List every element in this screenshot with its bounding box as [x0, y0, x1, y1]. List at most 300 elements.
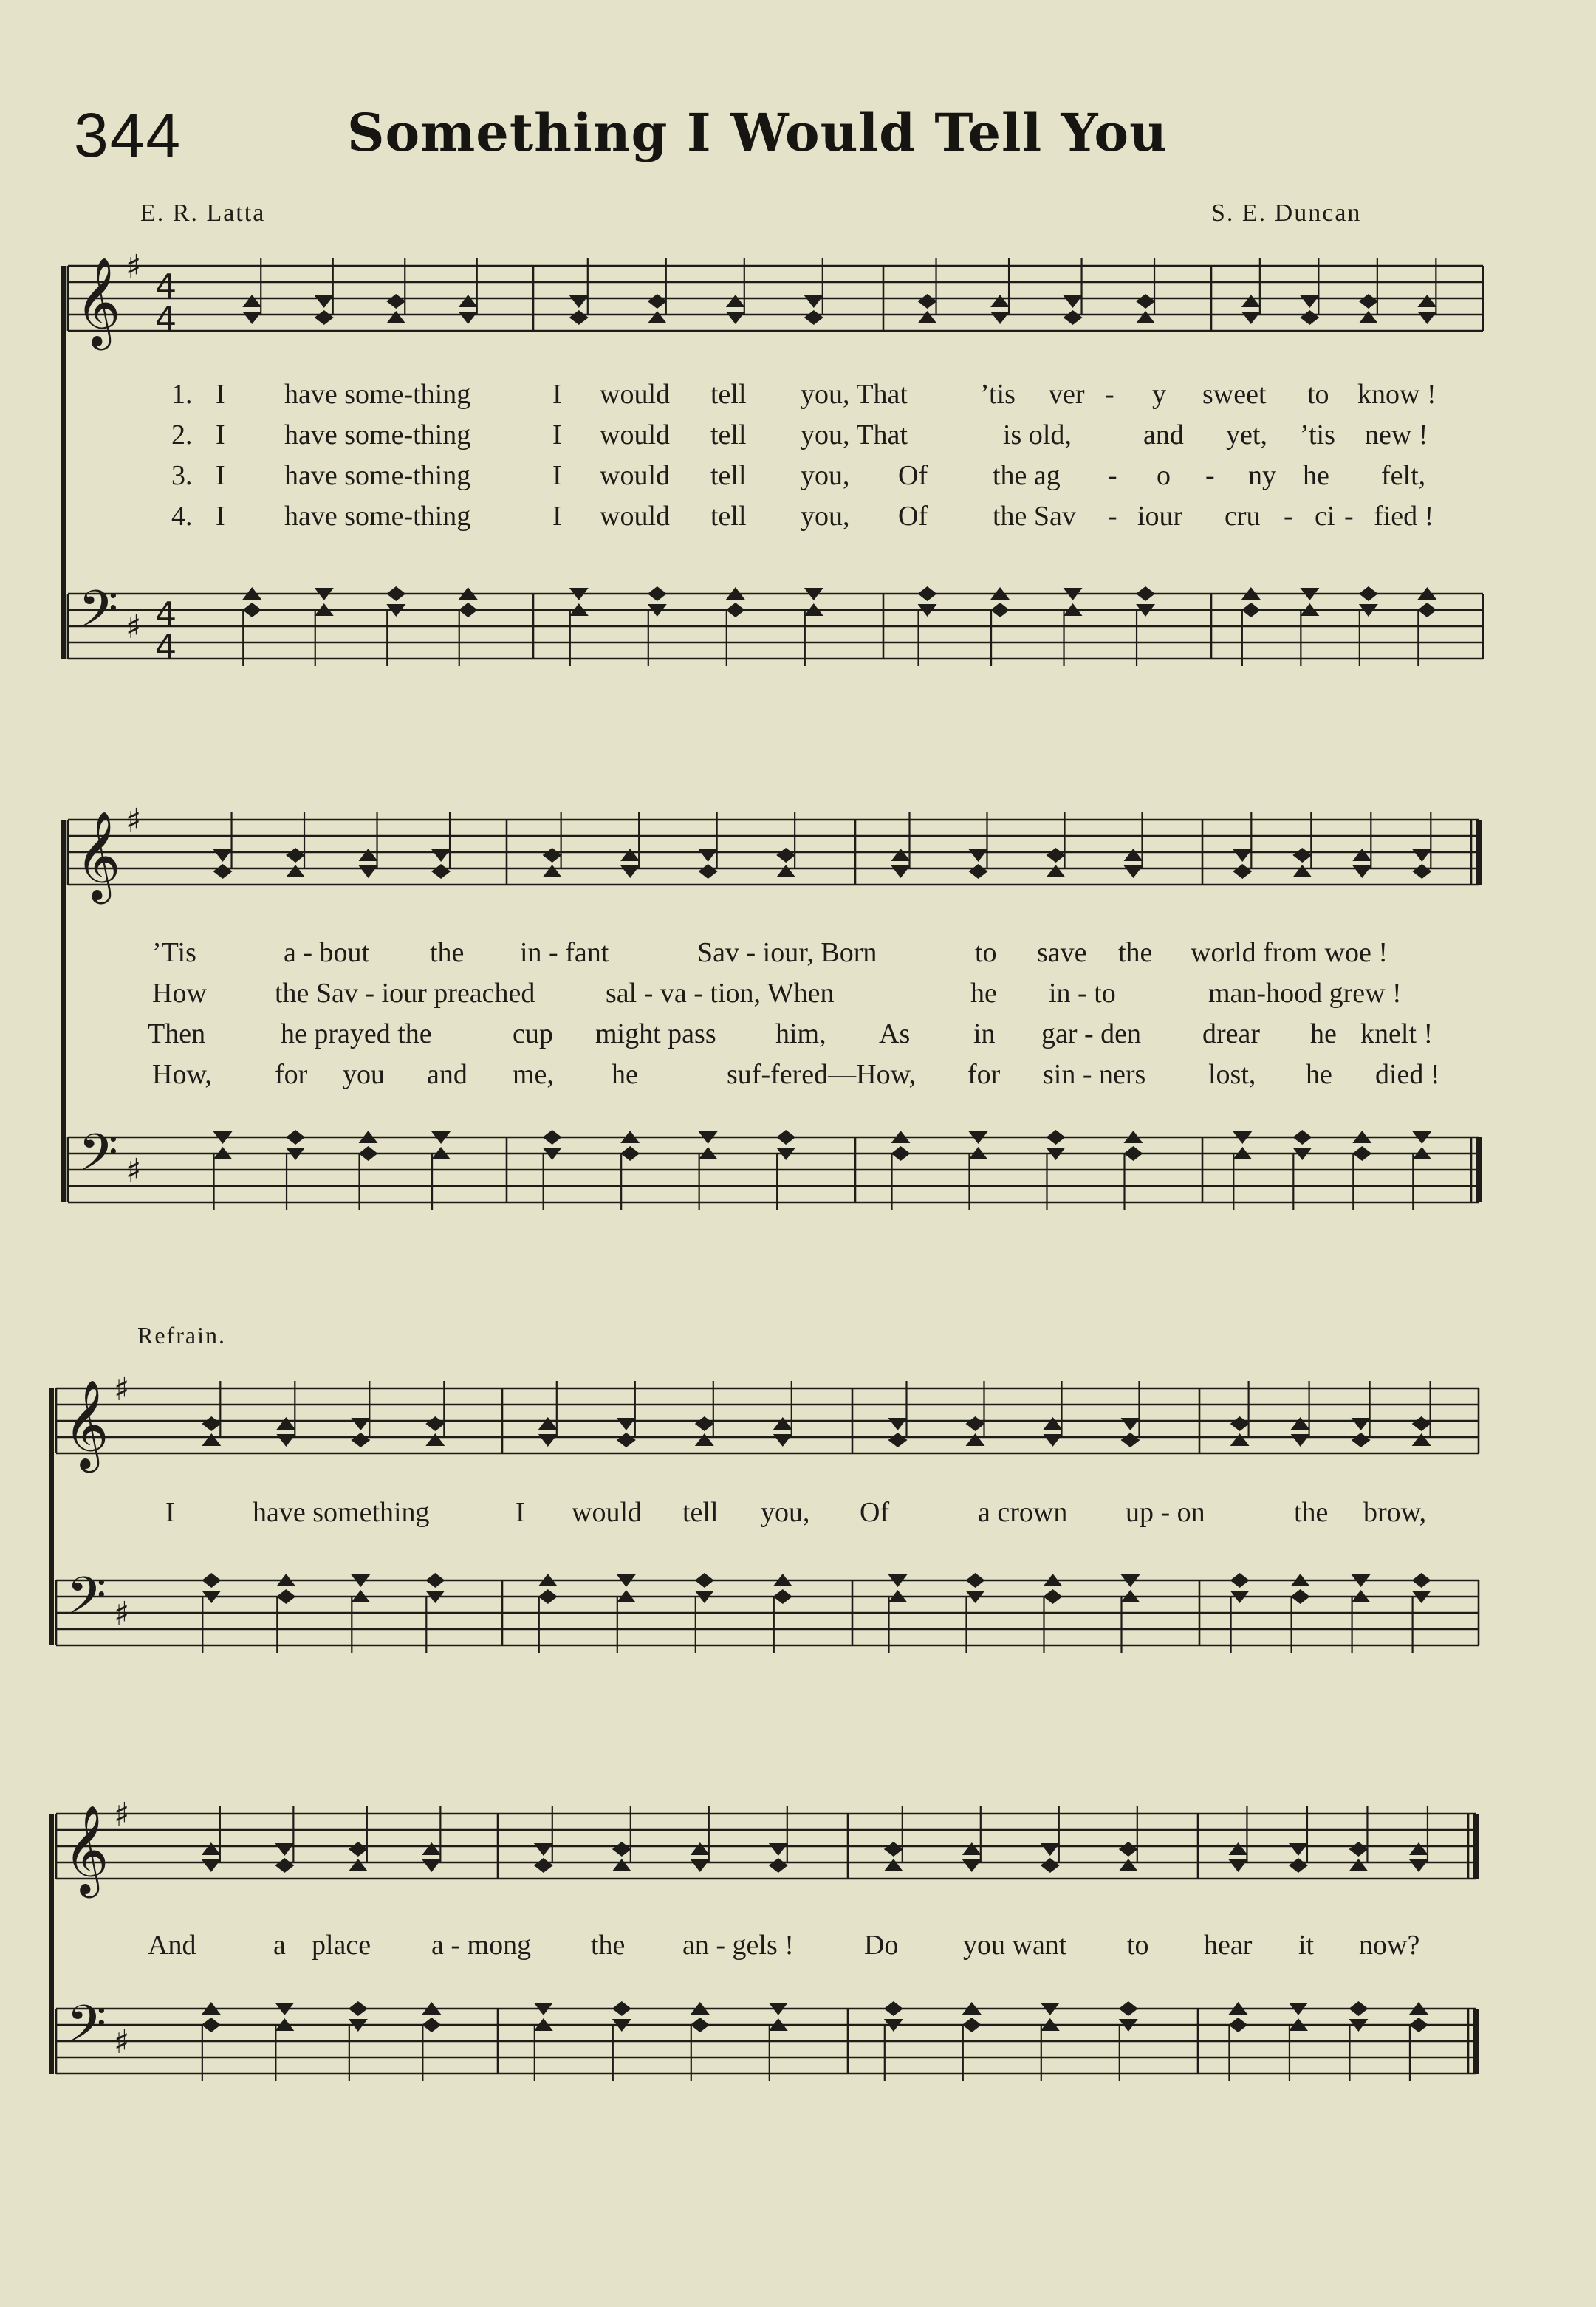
lyric: have some-thing: [284, 379, 471, 410]
lyric: brow,: [1363, 1497, 1427, 1528]
note-head: [1124, 865, 1143, 878]
note-head: [726, 312, 745, 324]
note-head: [1064, 295, 1083, 308]
note-head: [773, 1434, 792, 1447]
lyric: Of: [898, 460, 928, 491]
note-head: [543, 848, 562, 863]
lyric: How: [152, 978, 207, 1009]
note-head: [202, 1842, 221, 1855]
lyric: tell: [710, 379, 747, 410]
note-head: [569, 310, 589, 325]
lyric: place: [312, 1930, 371, 1961]
verse1-number: 1.: [171, 379, 193, 410]
lyric: I: [165, 1497, 175, 1528]
note-head: [1359, 586, 1378, 601]
note-head: [1412, 1573, 1431, 1588]
note-head: [422, 1859, 441, 1872]
note-head: [1044, 1589, 1063, 1604]
note-head: [425, 1416, 445, 1431]
note-head: [695, 1416, 714, 1431]
lyric: ’Tis: [152, 937, 196, 968]
lyric: I: [216, 460, 225, 491]
note-head: [431, 849, 451, 862]
note-head: [242, 603, 261, 617]
lyric: would: [600, 419, 670, 450]
lyric: he: [970, 978, 997, 1009]
time-signature-bottom: 4: [155, 627, 177, 667]
note-head: [1292, 865, 1312, 877]
lyric: might pass: [595, 1018, 716, 1049]
lyric: have something: [253, 1497, 430, 1528]
note-head: [617, 1433, 636, 1447]
note-head: [1230, 1573, 1250, 1588]
note-head: [202, 2018, 221, 2032]
note-head: [773, 1417, 792, 1430]
lyric: I: [552, 501, 562, 532]
note-head: [1136, 311, 1155, 323]
lyric: And: [148, 1930, 196, 1961]
lyric: I: [552, 379, 562, 410]
note-head: [459, 312, 478, 324]
note-head: [213, 864, 233, 879]
lyric: to: [975, 937, 997, 968]
note-head: [962, 1859, 982, 1872]
note-head: [776, 865, 795, 877]
lyric: cru: [1225, 501, 1261, 532]
time-signature-bottom: 4: [155, 299, 177, 339]
note-head: [691, 1842, 710, 1855]
note-head: [534, 1843, 553, 1856]
lyric: save: [1037, 937, 1087, 968]
lyric: he: [1310, 1018, 1337, 1049]
note-head: [691, 2018, 710, 2032]
note-head: [617, 1418, 636, 1430]
note-head: [1352, 1146, 1371, 1161]
lyric: -: [1105, 379, 1114, 410]
lyric: the ag: [993, 460, 1061, 491]
time-signature-top: 4: [155, 267, 177, 306]
note-head: [1412, 864, 1431, 879]
lyric: ’tis: [1300, 419, 1335, 450]
note-head: [202, 1433, 221, 1446]
lyric: ver: [1049, 379, 1085, 410]
note-head: [1289, 1858, 1308, 1873]
lyric: I: [216, 419, 225, 450]
lyric: in - to: [1049, 978, 1116, 1009]
lyric: I: [216, 501, 225, 532]
note-head: [990, 295, 1010, 307]
note-head: [776, 1130, 795, 1145]
lyric: sin - ners: [1043, 1059, 1146, 1090]
lyric: died !: [1375, 1059, 1440, 1090]
note-head: [1289, 1843, 1308, 1856]
note-head: [1359, 311, 1378, 323]
lyric: you, That: [801, 379, 908, 410]
note-head: [1417, 312, 1436, 324]
lyric: for: [275, 1059, 308, 1090]
note-head: [202, 1416, 221, 1431]
note-head: [1047, 848, 1066, 863]
note-head: [1228, 2018, 1247, 2032]
lyricist-credit: E. R. Latta: [140, 199, 266, 227]
note-head: [202, 1859, 221, 1872]
lyric: As: [879, 1018, 911, 1049]
note-head: [1136, 294, 1155, 309]
note-head: [538, 1417, 558, 1430]
note-head: [884, 1842, 903, 1857]
note-head: [918, 311, 937, 323]
sharp-icon: ♯: [126, 1152, 142, 1190]
note-head: [966, 1433, 985, 1446]
note-head: [1233, 849, 1252, 862]
sharp-icon: ♯: [126, 248, 142, 286]
note-head: [1041, 1843, 1060, 1856]
note-head: [1124, 1146, 1143, 1161]
lyric: is old,: [1003, 419, 1072, 450]
lyric: you want: [963, 1930, 1067, 1961]
lyric: tell: [710, 419, 747, 450]
note-head: [1349, 1842, 1368, 1857]
lyric: -: [1108, 501, 1117, 532]
sharp-icon: ♯: [114, 2023, 130, 2061]
note-head: [315, 310, 334, 325]
lyric: you, That: [801, 419, 908, 450]
lyric: you,: [801, 501, 850, 532]
note-head: [1412, 1433, 1431, 1446]
note-head: [1409, 1842, 1428, 1855]
sharp-icon: ♯: [114, 1595, 130, 1633]
note-head: [962, 2018, 982, 2032]
lyric: Do: [864, 1930, 899, 1961]
lyric: for: [967, 1059, 1001, 1090]
lyric: the: [1118, 937, 1153, 968]
note-head: [1417, 295, 1436, 307]
lyric: yet,: [1226, 419, 1267, 450]
lyric: the: [1294, 1497, 1329, 1528]
note-head: [773, 1589, 792, 1604]
lyric: the: [591, 1930, 626, 1961]
note-head: [351, 1418, 370, 1430]
note-head: [620, 849, 640, 861]
lyric: ’tis: [980, 379, 1016, 410]
note-head: [1412, 1416, 1431, 1431]
lyric: me,: [513, 1059, 554, 1090]
sharp-icon: ♯: [126, 609, 142, 646]
note-head: [695, 1433, 714, 1446]
note-head: [202, 1573, 221, 1588]
sharp-icon: ♯: [114, 1371, 130, 1408]
time-signature-top: 4: [155, 594, 177, 634]
note-head: [1352, 865, 1371, 878]
lyric: sweet: [1202, 379, 1267, 410]
lyric: knelt !: [1360, 1018, 1434, 1049]
lyric: know !: [1357, 379, 1436, 410]
bass-clef-icon: 𝄢: [78, 579, 119, 651]
note-head: [276, 1417, 295, 1430]
note-head: [425, 1573, 445, 1588]
lyric: a crown: [978, 1497, 1068, 1528]
note-head: [1352, 1433, 1371, 1447]
note-head: [990, 312, 1010, 324]
note-head: [769, 1858, 788, 1873]
treble-clef-icon: 𝄞: [75, 256, 121, 346]
note-head: [884, 2001, 903, 2016]
note-head: [1044, 1417, 1063, 1430]
lyric: the Sav: [993, 501, 1076, 532]
note-head: [1047, 1130, 1066, 1145]
note-head: [1124, 849, 1143, 861]
lyric: tell: [710, 460, 747, 491]
note-head: [534, 1858, 553, 1873]
note-head: [1228, 1842, 1247, 1855]
note-head: [918, 294, 937, 309]
lyric: I: [516, 1497, 525, 1528]
sharp-icon: ♯: [114, 1796, 130, 1834]
note-head: [1300, 310, 1319, 325]
lyric: and: [427, 1059, 468, 1090]
note-head: [969, 864, 988, 879]
note-head: [569, 295, 589, 308]
lyric: up - on: [1126, 1497, 1205, 1528]
note-head: [1359, 294, 1378, 309]
note-head: [286, 865, 305, 877]
note-head: [648, 311, 667, 323]
lyric: to: [1307, 379, 1329, 410]
note-head: [726, 603, 745, 617]
note-head: [1352, 1418, 1371, 1430]
note-head: [1119, 1859, 1138, 1871]
verse2-number: 2.: [171, 419, 193, 450]
note-head: [776, 848, 795, 863]
note-head: [1292, 848, 1312, 863]
note-head: [1300, 295, 1319, 308]
lyric: -: [1108, 460, 1117, 491]
note-head: [538, 1434, 558, 1447]
treble-clef-icon: 𝄞: [75, 810, 121, 900]
note-head: [891, 849, 911, 861]
note-head: [962, 1842, 982, 1855]
note-head: [1233, 864, 1252, 879]
note-head: [1409, 2018, 1428, 2032]
note-head: [966, 1416, 985, 1431]
composer-credit: S. E. Duncan: [1211, 199, 1362, 227]
lyric: the Sav - iour preached: [275, 978, 535, 1009]
lyric: drear: [1202, 1018, 1261, 1049]
note-head: [726, 295, 745, 307]
lyric: -: [1344, 501, 1354, 532]
note-head: [422, 2018, 441, 2032]
lyric: would: [600, 379, 670, 410]
note-head: [1241, 295, 1261, 307]
note-head: [275, 1858, 294, 1873]
verse3-number: 3.: [171, 460, 193, 491]
note-head: [543, 865, 562, 877]
note-head: [351, 1433, 370, 1447]
note-head: [1291, 1417, 1310, 1430]
lyric: tell: [710, 501, 747, 532]
bass-clef-icon: 𝄢: [78, 1122, 119, 1195]
lyric: now?: [1359, 1930, 1420, 1961]
note-head: [699, 849, 718, 862]
note-head: [1349, 1859, 1368, 1871]
note-head: [425, 1433, 445, 1446]
bass-clef-icon: 𝄢: [66, 1566, 107, 1638]
lyric: How,: [152, 1059, 212, 1090]
lyric: you,: [761, 1497, 810, 1528]
note-head: [612, 1842, 631, 1857]
note-head: [1121, 1418, 1140, 1430]
verse4-number: 4.: [171, 501, 193, 532]
note-head: [386, 294, 405, 309]
lyric: Then: [148, 1018, 206, 1049]
note-head: [648, 586, 667, 601]
lyric: fied !: [1374, 501, 1434, 532]
note-head: [1241, 312, 1261, 324]
lyric: a - bout: [284, 937, 370, 968]
lyric: it: [1298, 1930, 1315, 1961]
lyric: ny: [1248, 460, 1276, 491]
lyric: cup: [513, 1018, 553, 1049]
lyric: he: [612, 1059, 638, 1090]
note-head: [1412, 849, 1431, 862]
lyric: have some-thing: [284, 419, 471, 450]
note-head: [1136, 586, 1155, 601]
note-head: [1241, 603, 1261, 617]
lyric: have some-thing: [284, 460, 471, 491]
bass-clef-icon: 𝄢: [66, 1994, 107, 2066]
lyric: sal - va - tion, When: [606, 978, 835, 1009]
lyric: I: [552, 419, 562, 450]
note-head: [286, 1130, 305, 1145]
lyric: felt,: [1381, 460, 1426, 491]
note-head: [276, 1434, 295, 1447]
lyric: him,: [775, 1018, 826, 1049]
note-head: [286, 848, 305, 863]
note-head: [276, 1589, 295, 1604]
note-head: [242, 312, 261, 324]
note-head: [891, 1146, 911, 1161]
lyric: y: [1152, 379, 1166, 410]
note-head: [459, 603, 478, 617]
note-head: [620, 1146, 640, 1161]
lyric: iour: [1137, 501, 1183, 532]
note-head: [1119, 2001, 1138, 2016]
lyric: an - gels !: [682, 1930, 794, 1961]
note-head: [1119, 1842, 1138, 1857]
lyric: you: [343, 1059, 385, 1090]
note-head: [386, 586, 405, 601]
note-head: [422, 1842, 441, 1855]
note-head: [349, 1859, 368, 1871]
lyric: have some-thing: [284, 501, 471, 532]
note-head: [543, 1130, 562, 1145]
note-head: [918, 586, 937, 601]
lyric: to: [1127, 1930, 1149, 1961]
note-head: [359, 1146, 378, 1161]
lyric: in: [973, 1018, 996, 1049]
note-head: [359, 849, 378, 861]
lyric: a - mong: [431, 1930, 532, 1961]
lyric: the: [430, 937, 465, 968]
sharp-icon: ♯: [126, 802, 142, 840]
lyric: Sav - iour, Born: [697, 937, 877, 968]
lyric: hear: [1204, 1930, 1253, 1961]
note-head: [1228, 1859, 1247, 1872]
note-head: [888, 1433, 908, 1447]
lyric: Of: [898, 501, 928, 532]
lyric: gar - den: [1041, 1018, 1142, 1049]
note-head: [1230, 1416, 1250, 1431]
lyric: I: [216, 379, 225, 410]
note-head: [1230, 1433, 1250, 1446]
note-head: [1349, 2001, 1368, 2016]
lyric: new !: [1365, 419, 1428, 450]
note-head: [966, 1573, 985, 1588]
page-number: 344: [74, 100, 182, 170]
lyric: in - fant: [520, 937, 609, 968]
note-head: [695, 1573, 714, 1588]
lyric: a: [273, 1930, 286, 1961]
lyric: man-hood grew !: [1208, 978, 1402, 1009]
note-head: [891, 865, 911, 878]
note-head: [1291, 1434, 1310, 1447]
note-head: [386, 311, 405, 323]
note-head: [1041, 1858, 1060, 1873]
lyric: he: [1303, 460, 1329, 491]
note-head: [275, 1843, 294, 1856]
note-head: [804, 310, 823, 325]
refrain-label: Refrain.: [137, 1322, 226, 1348]
note-head: [538, 1589, 558, 1604]
hymn-title: Something I Would Tell You: [347, 102, 1168, 163]
note-head: [431, 864, 451, 879]
note-head: [888, 1418, 908, 1430]
treble-clef-icon: 𝄞: [64, 1804, 109, 1894]
note-head: [769, 1843, 788, 1856]
note-head: [612, 1859, 631, 1871]
lyric: suf-fered—How,: [727, 1059, 917, 1090]
note-head: [1047, 865, 1066, 877]
lyric: would: [572, 1497, 642, 1528]
note-head: [884, 1859, 903, 1871]
lyric: you,: [801, 460, 850, 491]
note-head: [359, 865, 378, 878]
note-head: [969, 849, 988, 862]
note-head: [349, 2001, 368, 2016]
lyric: ci: [1315, 501, 1335, 532]
lyric: Of: [860, 1497, 890, 1528]
note-head: [699, 864, 718, 879]
lyric: world from woe !: [1191, 937, 1388, 968]
note-head: [1352, 849, 1371, 861]
note-head: [349, 1842, 368, 1857]
lyric: -: [1284, 501, 1293, 532]
note-head: [612, 2001, 631, 2016]
lyric: I: [552, 460, 562, 491]
lyric: tell: [682, 1497, 719, 1528]
lyric: and: [1143, 419, 1184, 450]
note-head: [691, 1859, 710, 1872]
lyric: would: [600, 501, 670, 532]
lyric: he: [1306, 1059, 1332, 1090]
note-head: [990, 603, 1010, 617]
lyric: o: [1157, 460, 1171, 491]
note-head: [1064, 310, 1083, 325]
note-head: [1291, 1589, 1310, 1604]
note-head: [648, 294, 667, 309]
note-head: [1292, 1130, 1312, 1145]
note-head: [242, 295, 261, 307]
